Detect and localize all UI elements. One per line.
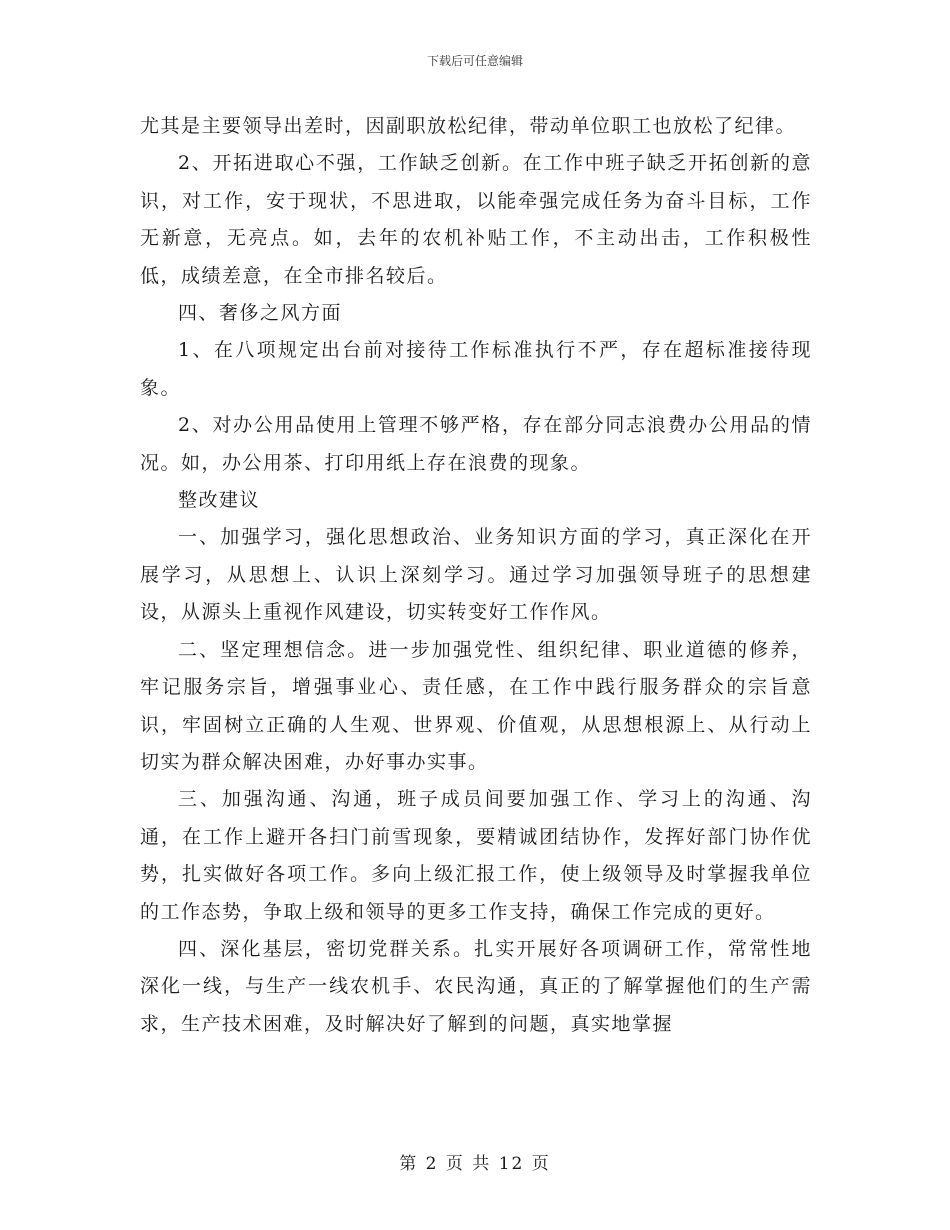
paragraph-item: 四、深化基层，密切党群关系。扎实开展好各项调研工作，常常性地深化一线，与生产一线农机手、农民沟通，真正的了解掌握他们的生产需求，生产技术困难，及时解决好了解到的问题，真实地掌握 <box>140 937 812 1035</box>
paragraph-continuation: 尤其是主要领导出差时，因副职放松纪律，带动单位职工也放松了纪律。 <box>140 115 797 137</box>
section-heading: 整改建议 <box>178 489 261 512</box>
section-heading: 四、奢侈之风方面 <box>178 302 343 325</box>
paragraph-item: 1、在八项规定出台前对接待工作标准执行不严，存在超标准接待现象。 <box>140 339 812 399</box>
paragraph-item: 三、加强沟通、沟通，班子成员间要加强工作、学习上的沟通、沟通，在工作上避开各扫门前雪现象，要精诚团结协作，发挥好部门协作优势，扎实做好各项工作。多向上级汇报工作，使上级领导及时掌握我单位的工作态势，争取上级和领导的更多工作支持，确保工作完成的更好。 <box>140 788 812 923</box>
paragraph-item: 2、对办公用品使用上管理不够严格，存在部分同志浪费办公用品的情况。如，办公用茶、打印用纸上存在浪费的现象。 <box>140 414 812 474</box>
document-body <box>140 108 812 1043</box>
page-number-footer: 第 2 页 共 12 页 <box>399 1154 551 1174</box>
paragraph-item: 2、开拓进取心不强，工作缺乏创新。在工作中班子缺乏开拓创新的意识，对工作，安于现状，不思进取，以能牵强完成任务为奋斗目标，工作无新意，无亮点。如，去年的农机补贴工作，不主动出击，工作积极性低，成绩差意，在全市排名较后。 <box>140 152 812 287</box>
page-header: 下载后可任意编辑 <box>426 54 523 68</box>
paragraph-item: 二、坚定理想信念。进一步加强党性、组织纪律、职业道德的修养，牢记服务宗旨，增强事业心、责任感，在工作中践行服务群众的宗旨意识，牢固树立正确的人生观、世界观、价值观，从思想根源上、从行动上切实为群众解决困难，办好事办实事。 <box>140 638 812 773</box>
paragraph-item: 一、加强学习，强化思想政治、业务知识方面的学习，真正深化在开展学习，从思想上、认识上深刻学习。通过学习加强领导班子的思想建设，从源头上重视作风建设，切实转变好工作作风。 <box>140 526 812 624</box>
